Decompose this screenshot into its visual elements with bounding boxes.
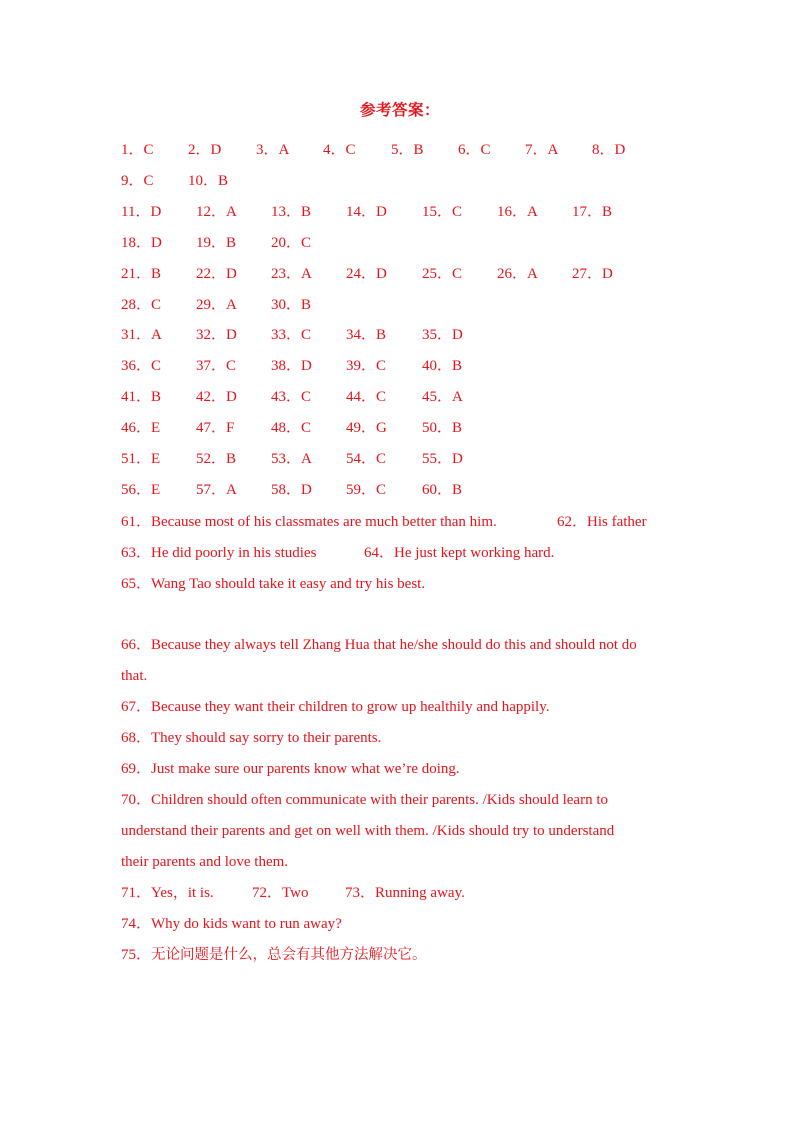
- mc-answer: 9．C: [121, 172, 154, 189]
- mc-answer: 30．B: [271, 296, 312, 313]
- mc-answer: 7．A: [525, 142, 559, 158]
- mc-answer: 54．C: [346, 451, 387, 467]
- mc-answer: 35．D: [422, 327, 463, 344]
- answer-65: 65．Wang Tao should take it easy and try his best.: [121, 576, 426, 592]
- mc-answer: 5．B: [391, 142, 424, 158]
- answer-75: [121, 943, 721, 967]
- answer-75-number: 75．: [121, 947, 152, 963]
- mc-answer: 45．A: [422, 389, 463, 406]
- mc-answer: 3．A: [256, 142, 290, 158]
- mc-answer: 31．A: [121, 327, 162, 344]
- mc-answer: 33．C: [271, 327, 312, 344]
- mc-answer: 11．D: [121, 203, 162, 220]
- mc-answer: 8．D: [592, 142, 626, 158]
- mc-answer: 58．D: [271, 481, 312, 498]
- answer-70-line2: understand their parents and get on well with them. /Kids should try to understand: [121, 823, 615, 839]
- mc-answer: 50．B: [422, 420, 463, 437]
- mc-answer: 20．C: [271, 234, 312, 251]
- mc-answer: 18．D: [121, 234, 162, 251]
- mc-answer: 47．F: [196, 420, 235, 437]
- mc-answer: 56．E: [121, 481, 161, 498]
- answer-63-64-row: [121, 541, 721, 565]
- mc-row: [0, 447, 800, 471]
- mc-row: [0, 478, 800, 502]
- answer-63: 63．He did poorly in his studies: [121, 545, 317, 561]
- mc-answer: 24．D: [346, 265, 387, 282]
- mc-answer: 36．C: [121, 358, 162, 375]
- answer-74: 74．Why do kids want to run away?: [121, 916, 342, 932]
- mc-answer: 25．C: [422, 265, 463, 282]
- answer-61-62-row: [121, 510, 721, 534]
- mc-answer: 27．D: [572, 265, 613, 282]
- mc-row: [0, 262, 800, 286]
- answer-71-73-row: [121, 881, 721, 905]
- mc-answer: 51．E: [121, 451, 161, 467]
- mc-answer: 42．D: [196, 389, 237, 406]
- mc-answer: 2．D: [188, 142, 222, 158]
- answer-62: 62．His father: [557, 514, 647, 530]
- mc-answer: 49．G: [346, 420, 387, 437]
- mc-answer: 14．D: [346, 203, 387, 220]
- mc-answer: 57．A: [196, 481, 237, 498]
- mc-answer: 28．C: [121, 296, 162, 313]
- answer-key-title: 参考答案：: [359, 101, 440, 119]
- answer-75-text: 无论问题是什么，总会有其他方法解决它。: [151, 947, 427, 963]
- mc-answer: 22．D: [196, 265, 237, 282]
- answer-68: 68．They should say sorry to their parents.: [121, 730, 382, 746]
- mc-answer: 26．A: [497, 265, 538, 282]
- mc-row: [0, 354, 800, 378]
- answer-72: 72．Two: [252, 885, 309, 901]
- mc-row: [0, 416, 800, 440]
- mc-answer: 29．A: [196, 296, 237, 313]
- mc-answer: 4．C: [323, 142, 356, 158]
- mc-answer: 6．C: [458, 142, 491, 158]
- mc-answer: 10．B: [188, 172, 229, 189]
- mc-answer: 41．B: [121, 389, 162, 406]
- mc-row: [0, 323, 800, 347]
- answer-70-line1: 70．Children should often communicate with their parents. /Kids should learn to: [121, 792, 608, 808]
- answer-66-line1: 66．Because they always tell Zhang Hua that he/she should do this and should not do: [121, 637, 637, 653]
- mc-row: [0, 231, 800, 255]
- mc-answer: 1．C: [121, 142, 154, 158]
- answer-73: 73．Running away.: [345, 885, 465, 901]
- mc-answer: 53．A: [271, 451, 312, 467]
- mc-answer: 32．D: [196, 327, 237, 344]
- mc-answer: 34．B: [346, 327, 387, 344]
- mc-answer: 38．D: [271, 358, 312, 375]
- mc-answer: 19．B: [196, 234, 237, 251]
- mc-answer: 13．B: [271, 203, 312, 220]
- mc-answer: 55．D: [422, 451, 463, 467]
- answer-70-line3: their parents and love them.: [121, 854, 289, 870]
- mc-answer: 48．C: [271, 420, 312, 437]
- mc-answer: 15．C: [422, 203, 463, 220]
- mc-answer: 52．B: [196, 451, 237, 467]
- mc-row: [0, 200, 800, 224]
- mc-row: [0, 293, 800, 317]
- mc-answer: 59．C: [346, 481, 387, 498]
- mc-answer: 40．B: [422, 358, 463, 375]
- mc-row: [0, 169, 800, 193]
- mc-answer: 44．C: [346, 389, 387, 406]
- mc-answer: 46．E: [121, 420, 161, 437]
- answer-66-line2: that.: [121, 668, 148, 684]
- mc-answer: 23．A: [271, 265, 312, 282]
- mc-answer: 37．C: [196, 358, 237, 375]
- answer-67: 67．Because they want their children to grow up healthily and happily.: [121, 699, 550, 715]
- mc-answer: 60．B: [422, 481, 463, 498]
- answer-61: 61．Because most of his classmates are much better than him.: [121, 514, 497, 530]
- mc-answer: 16．A: [497, 203, 538, 220]
- mc-row: [0, 138, 800, 162]
- answer-69: 69．Just make sure our parents know what we’re doing.: [121, 761, 460, 777]
- mc-answer: 39．C: [346, 358, 387, 375]
- mc-answer: 21．B: [121, 265, 162, 282]
- answer-64: 64．He just kept working hard.: [364, 545, 555, 561]
- mc-answer: 43．C: [271, 389, 312, 406]
- mc-row: [0, 385, 800, 409]
- mc-answer: 17．B: [572, 203, 613, 220]
- mc-answer: 12．A: [196, 203, 237, 220]
- answer-71: 71．Yes，it is.: [121, 885, 214, 901]
